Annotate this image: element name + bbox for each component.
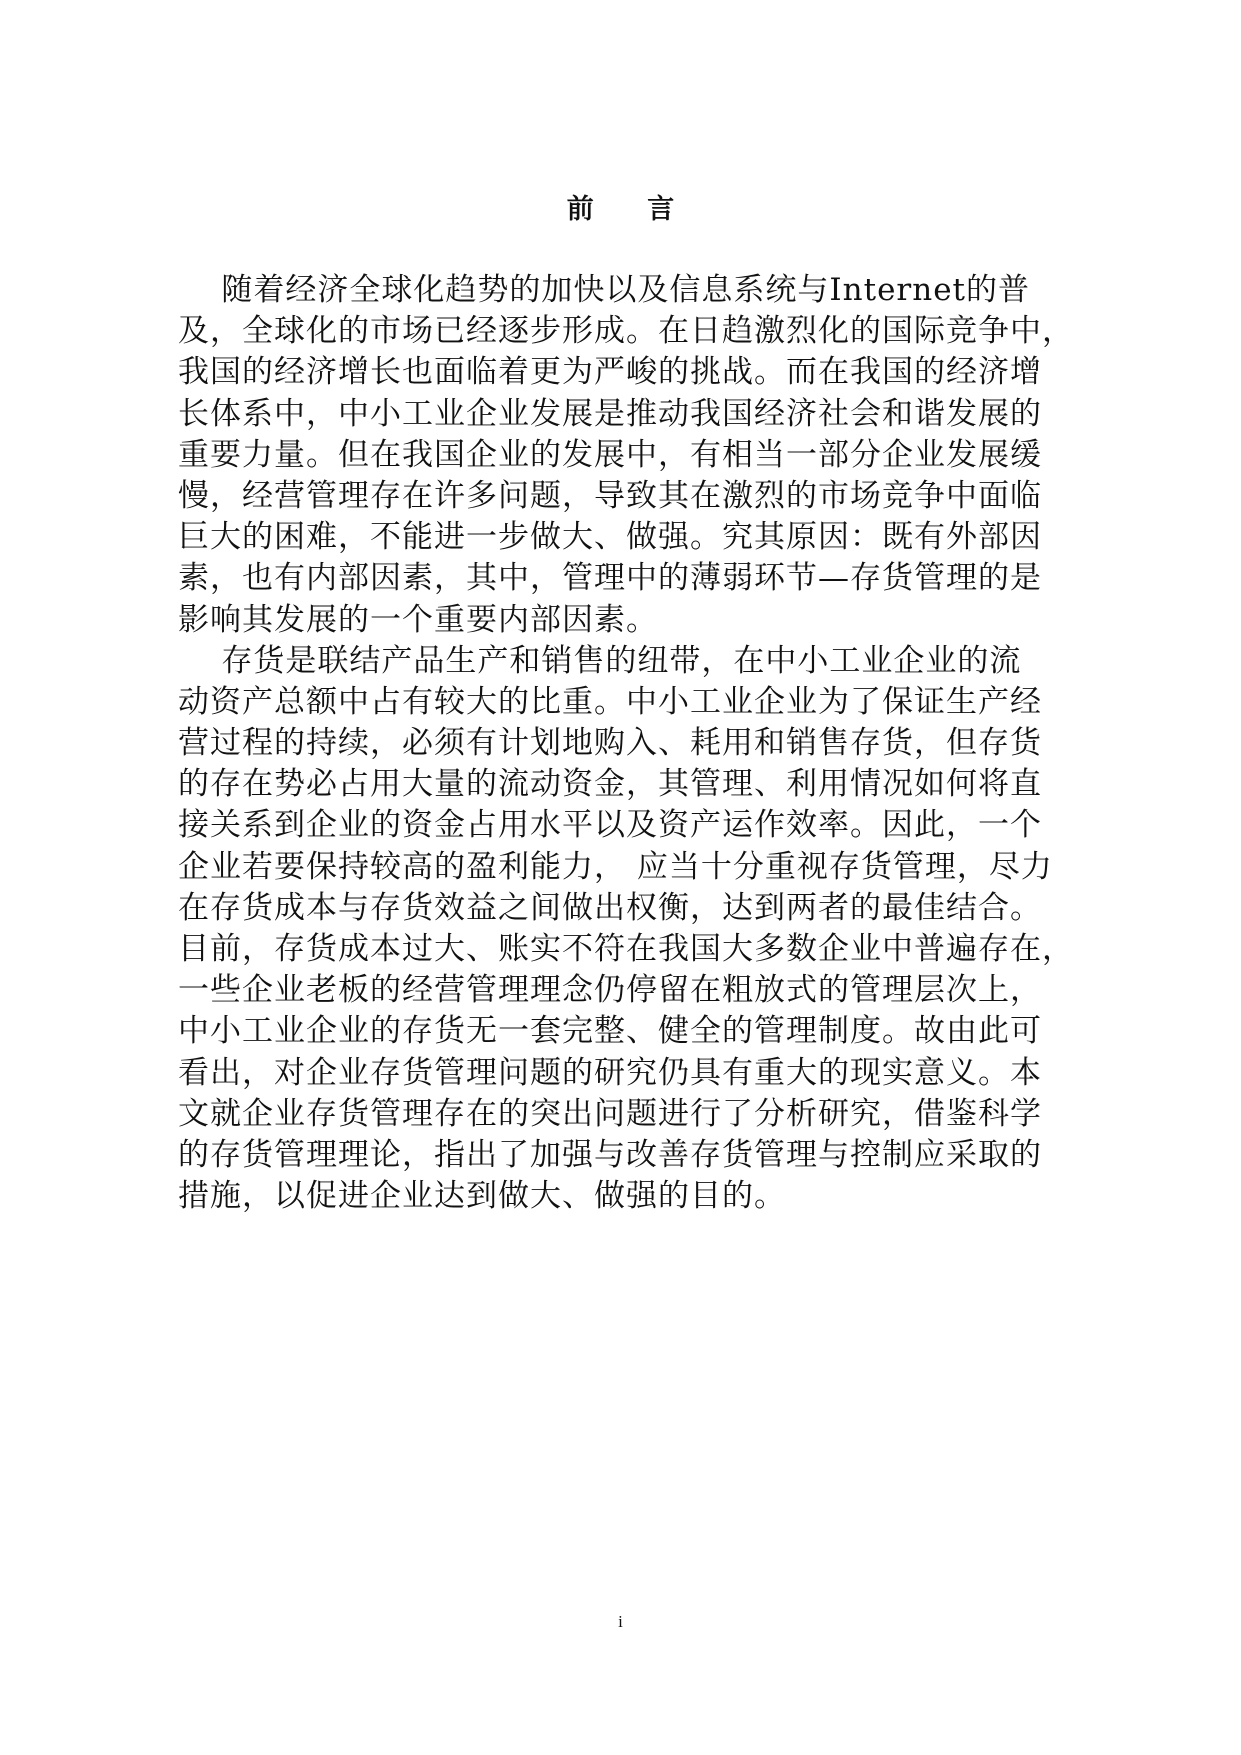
text-line: 及，全球化的市场已经逐步形成。在日趋激烈化的国际竞争中，: [178, 313, 1074, 350]
text-line: 长体系中，中小工业企业发展是推动我国经济社会和谐发展的: [178, 395, 1042, 432]
body-text: [178, 270, 1082, 1217]
text-line: 企业若要保持较高的盈利能力， 应当十分重视存货管理，尽力: [178, 848, 1053, 885]
page-title: 前 言: [566, 194, 697, 225]
text-line: 的存在势必占用大量的流动资金，其管理、利用情况如何将直: [178, 766, 1042, 803]
text-line: 一些企业老板的经营管理理念仍停留在粗放式的管理层次上，: [178, 972, 1042, 1009]
text-line: 巨大的困难，不能进一步做大、做强。究其原因：既有外部因: [178, 519, 1042, 556]
text-line: 在存货成本与存货效益之间做出权衡，达到两者的最佳结合。: [178, 889, 1042, 926]
text-line: 文就企业存货管理存在的突出问题进行了分析研究，借鉴科学: [178, 1095, 1042, 1132]
paragraph-1: [178, 270, 1082, 641]
text-line: 的存货管理理论，指出了加强与改善存货管理与控制应采取的: [178, 1136, 1042, 1173]
text-line: 我国的经济增长也面临着更为严峻的挑战。而在我国的经济增: [178, 354, 1042, 391]
text-line: 接关系到企业的资金占用水平以及资产运作效率。因此，一个: [178, 807, 1042, 844]
text-line: 重要力量。但在我国企业的发展中，有相当一部分企业发展缓: [178, 436, 1042, 473]
text-line: 营过程的持续，必须有计划地购入、耗用和销售存货，但存货: [178, 725, 1042, 762]
page-number: i: [618, 1612, 623, 1631]
text-line: 存货是联结产品生产和销售的纽带，在中小工业企业的流: [178, 642, 1022, 679]
text-line: 影响其发展的一个重要内部因素。: [178, 601, 658, 638]
text-line: 随着经济全球化趋势的加快以及信息系统与Internet的普: [178, 272, 1031, 308]
text-line: 慢，经营管理存在许多问题，导致其在激烈的市场竞争中面临: [178, 477, 1042, 514]
text-line: 目前，存货成本过大、账实不符在我国大多数企业中普遍存在，: [178, 931, 1074, 967]
text-line: 看出，对企业存货管理问题的研究仍具有重大的现实意义。本: [178, 1054, 1042, 1091]
paragraph-2: [178, 641, 1082, 1218]
text-line: 措施，以促进企业达到做大、做强的目的。: [178, 1178, 786, 1215]
text-line: 素，也有内部因素，其中，管理中的薄弱环节—存货管理的是: [178, 560, 1042, 597]
text-line: 中小工业企业的存货无一套完整、健全的管理制度。故由此可: [178, 1013, 1042, 1050]
text-line: 动资产总额中占有较大的比重。中小工业企业为了保证生产经: [178, 683, 1042, 720]
